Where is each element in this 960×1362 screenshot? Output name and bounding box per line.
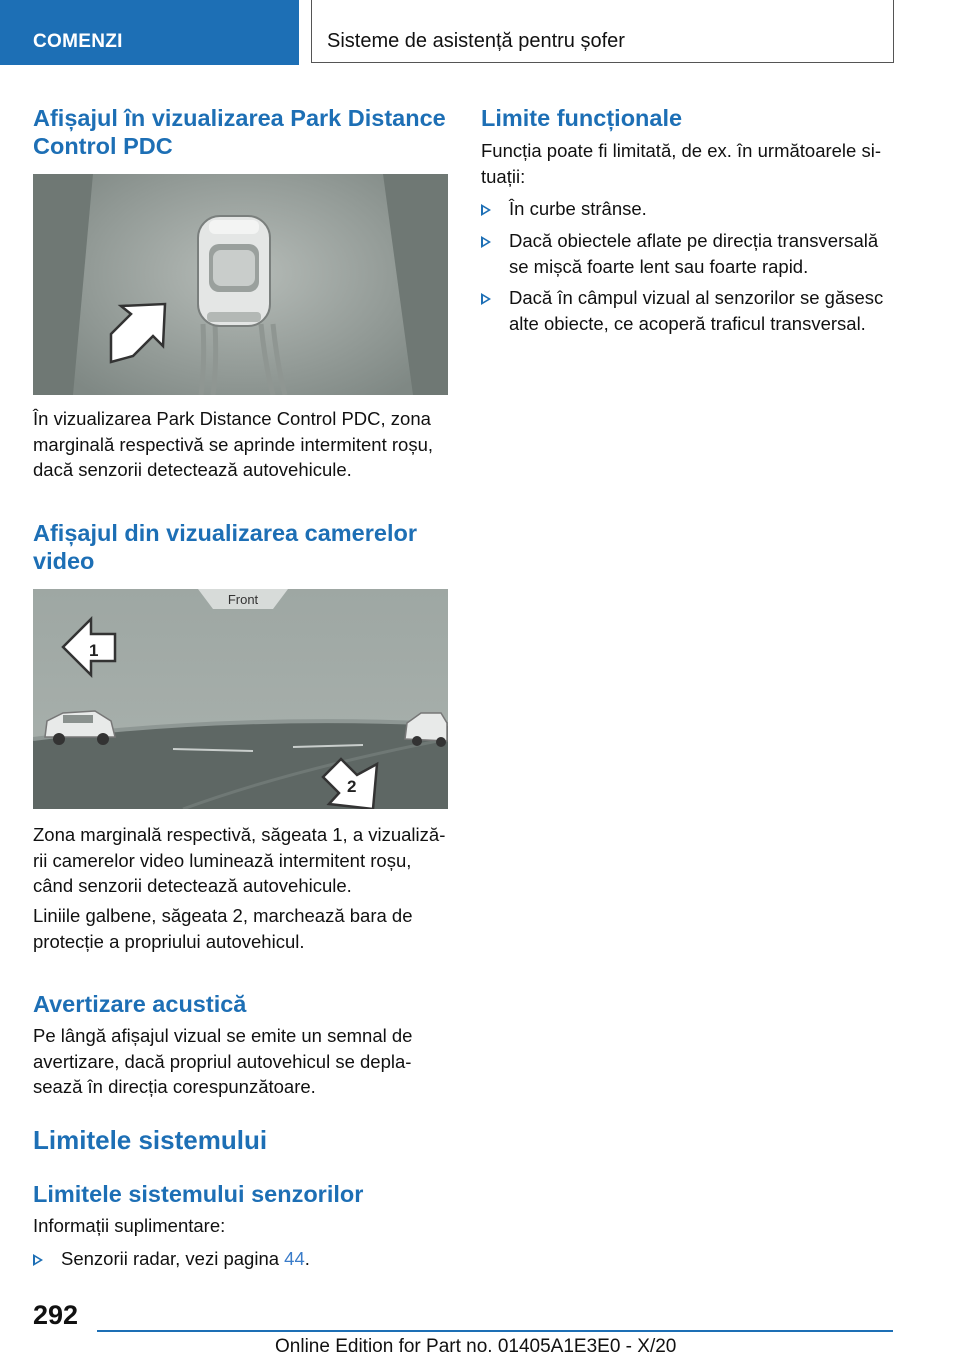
list-item: În curbe strânse. xyxy=(481,196,891,222)
heading-functional-limits: Limite funcționale xyxy=(481,105,683,131)
bullet-triangle-icon xyxy=(481,236,491,248)
chapter-title: Sisteme de asistență pentru șofer xyxy=(327,30,625,52)
footer-divider xyxy=(97,1330,893,1332)
heading-acoustic-warning: Avertizare acustică xyxy=(33,991,247,1017)
camera-description-1: Zona marginală respectivă, săgeata 1, a vizualiză‐rii camerelor video luminează intermitent roșu, când senzorii detectează autovehicule. xyxy=(33,824,446,896)
heading-camera-view: Afișajul din vizualizarea camerelor video xyxy=(33,520,417,574)
bullet-triangle-icon xyxy=(481,204,491,216)
camera-view-illustration xyxy=(33,589,448,809)
list-item: Dacă obiectele aflate pe direcția transversală se mișcă foarte lent sau foarte rapid. xyxy=(481,228,891,280)
section-title: COMENZI xyxy=(33,31,123,52)
heading-pdc-view: Afișajul în vizualizarea Park Distance Control PDC xyxy=(33,105,446,159)
bullet-text: Senzorii radar, vezi pagina xyxy=(61,1248,285,1269)
page-number: 292 xyxy=(33,1300,79,1330)
page-link-44[interactable]: 44 xyxy=(284,1248,305,1269)
bullet-triangle-icon xyxy=(481,293,491,305)
info-label: Informații suplimentare: xyxy=(33,1215,226,1236)
list-item-radar xyxy=(33,1246,448,1272)
pdc-view-illustration xyxy=(33,174,448,395)
edition-footer: Online Edition for Part no. 01405A1E3E0 - X/20 xyxy=(275,1336,677,1357)
pdc-description: În vizualizarea Park Distance Control PDC, zona marginală respectivă se aprinde intermitent roșu, dacă senzorii detectează autovehicule. xyxy=(33,408,433,480)
car-icon xyxy=(198,216,270,326)
chapter-header xyxy=(311,0,894,63)
arrow-1-label: 1 xyxy=(89,641,99,660)
arrow-2-label: 2 xyxy=(347,777,357,796)
heading-sensor-limits: Limitele sistemului senzorilor xyxy=(33,1181,364,1207)
bullet-end: . xyxy=(304,1248,310,1269)
front-label: Front xyxy=(227,592,259,607)
acoustic-description: Pe lângă afișajul vizual se emite un semnal de avertizare, dacă propriul autovehicul se depla‐sează în direcția corespunzătoare. xyxy=(33,1025,413,1097)
bullet-triangle-icon xyxy=(33,1254,43,1266)
pdc-view-figure xyxy=(33,174,448,395)
list-item: Dacă în câmpul vizual al senzorilor se găsesc alte obiecte, ce acoperă traficul transversal. xyxy=(481,285,891,337)
camera-description-2: Liniile galbene, săgeata 2, marchează bara de protecție a propriului autovehicul. xyxy=(33,905,413,952)
functional-intro: Funcția poate fi limitată, de ex. în următoarele si‐tuații: xyxy=(481,140,881,187)
section-tab xyxy=(0,0,299,65)
camera-view-figure xyxy=(33,589,448,809)
heading-system-limits: Limitele sistemului xyxy=(33,1125,268,1155)
